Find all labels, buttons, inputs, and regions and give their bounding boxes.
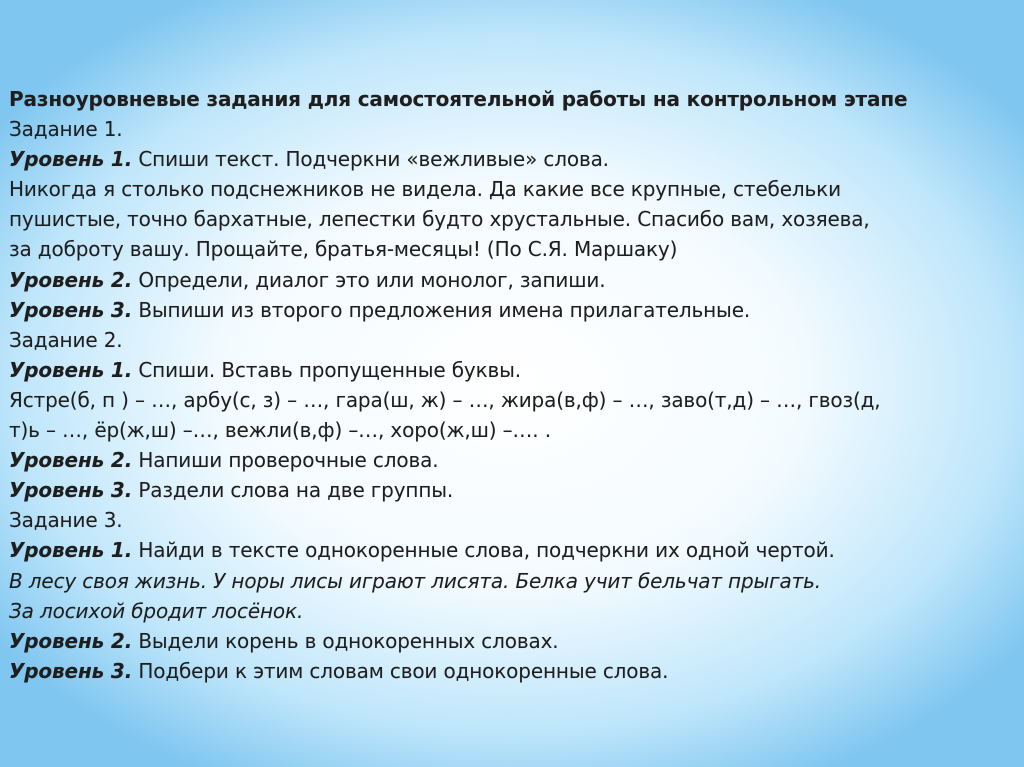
task2-level3-text: Раздели слова на две группы. [132, 478, 454, 503]
task2-level1-text: Спиши. Вставь пропущенные буквы. [132, 357, 522, 382]
task3-level1-text: Найди в тексте однокоренные слова, подчеркни их одной чертой. [132, 538, 835, 563]
task1-passage-line: пушистые, точно бархатные, лепестки будто хрустальные. Спасибо вам, хозяева, [9, 207, 870, 232]
task3-level2-label: Уровень 2. [9, 628, 133, 653]
task2-level1 [9, 355, 1019, 385]
task1-passage-line: за доброту вашу. Прощайте, братья-месяцы! (По С.Я. Маршаку) [9, 237, 678, 262]
task2-level1-label: Уровень 1. [9, 357, 133, 382]
task1-level2-text: Определи, диалог это или монолог, запиши. [132, 267, 606, 292]
task3-level2 [9, 626, 1019, 656]
task1-passage-line: Никогда я столько подснежников не видела. Да какие все крупные, стебельки [9, 177, 841, 202]
task2-level2-text: Напиши проверочные слова. [132, 448, 439, 473]
task2-level3 [9, 475, 1019, 505]
task3-level2-text: Выдели корень в однокоренных словах. [132, 628, 559, 653]
task2-exercise-line: т)ь – …, ёр(ж,ш) –…, вежли(в,ф) –…, хоро(ж,ш) –…. . [9, 418, 551, 443]
task1-level1 [9, 144, 1019, 174]
task3-passage-line: За лосихой бродит лосёнок. [9, 598, 304, 623]
task1-level1-label: Уровень 1. [9, 147, 133, 172]
slide-heading: Разноуровневые задания для самостоятельной работы на контрольном этапе [9, 87, 908, 111]
task3-title: Задание 3. [9, 508, 123, 533]
task2-level2-label: Уровень 2. [9, 448, 133, 473]
task1-level2 [9, 265, 1019, 295]
task1-title: Задание 1. [9, 117, 123, 142]
task1-level2-label: Уровень 2. [9, 267, 133, 292]
slide-content [9, 84, 1019, 686]
task3-level1 [9, 535, 1019, 565]
task2-title: Задание 2. [9, 327, 123, 352]
task2-level3-label: Уровень 3. [9, 478, 133, 503]
task2-level2 [9, 445, 1019, 475]
task3-level3 [9, 656, 1019, 686]
task1-level3 [9, 295, 1019, 325]
task1-level3-label: Уровень 3. [9, 297, 133, 322]
task2-exercise-line: Ястре(б, п ) – …, арбу(с, з) – …, гара(ш, ж) – …, жира(в,ф) – …, заво(т,д) – …, гвоз(д, [9, 387, 881, 412]
task1-level3-text: Выпиши из второго предложения имена прилагательные. [132, 297, 751, 322]
task3-passage-line: В лесу своя жизнь. У норы лисы играют лисята. Белка учит бельчат прыгать. [9, 568, 821, 593]
task3-level3-label: Уровень 3. [9, 658, 133, 683]
task3-level1-label: Уровень 1. [9, 538, 133, 563]
task1-level1-text: Спиши текст. Подчеркни «вежливые» слова. [132, 147, 609, 172]
task3-level3-text: Подбери к этим словам свои однокоренные слова. [132, 658, 669, 683]
